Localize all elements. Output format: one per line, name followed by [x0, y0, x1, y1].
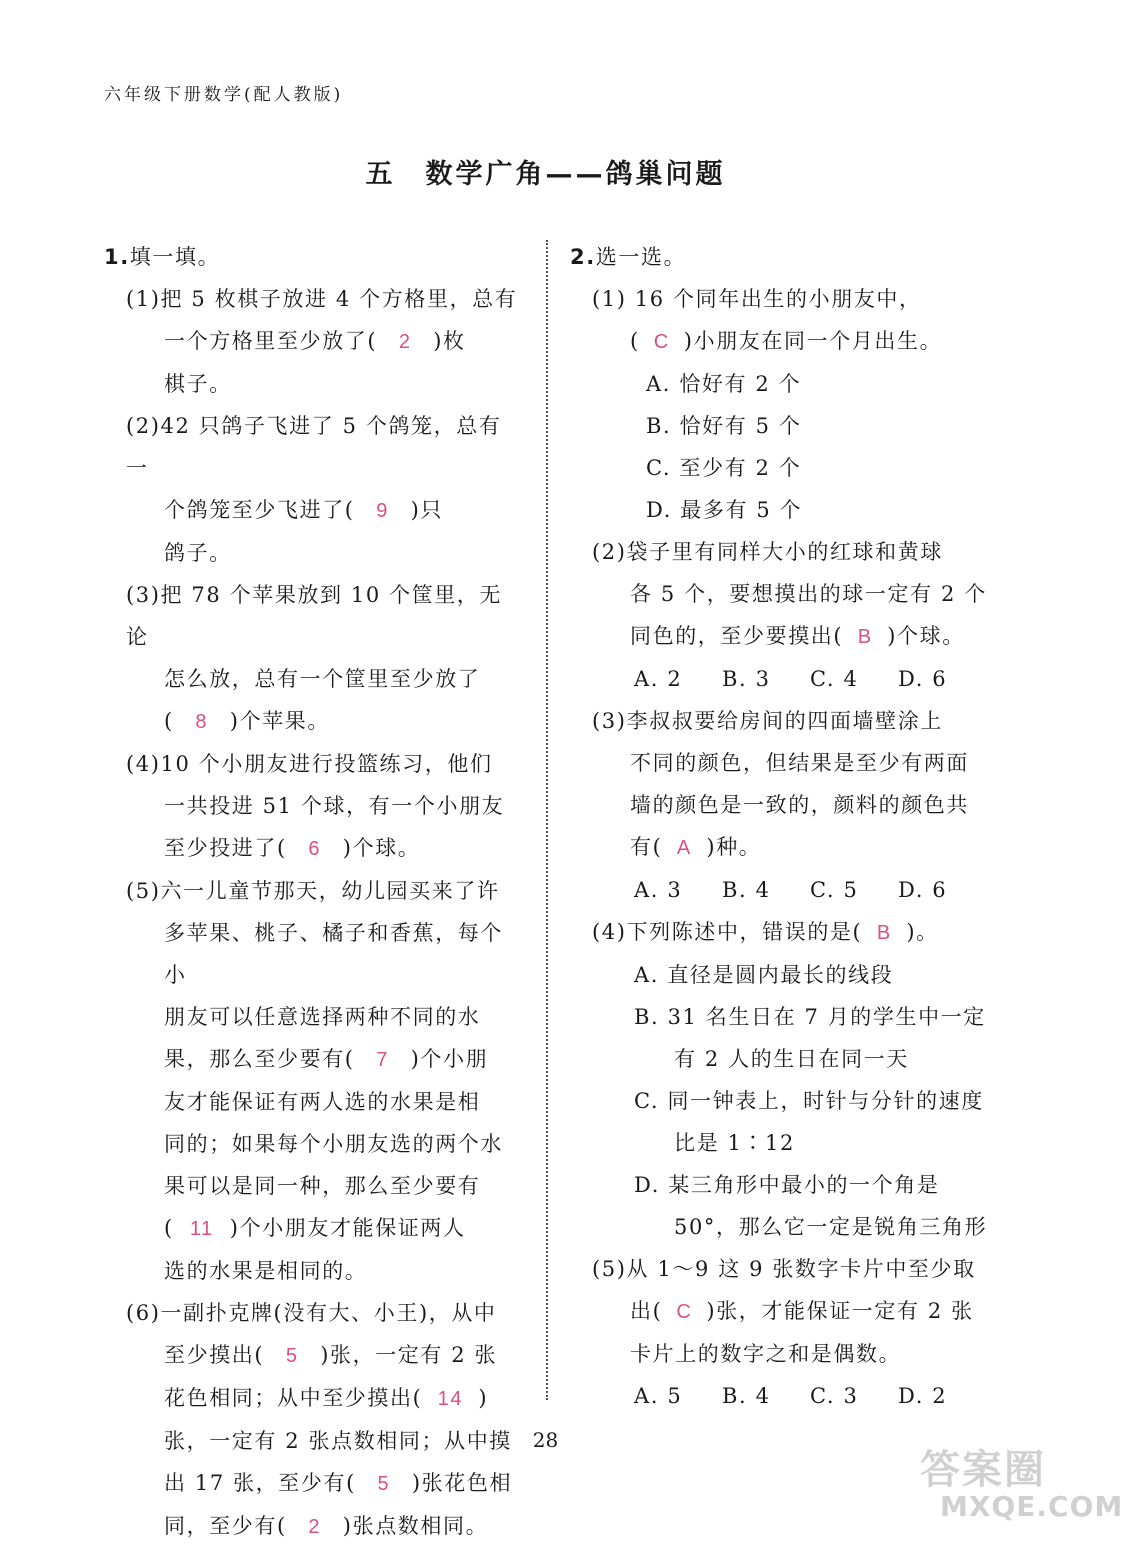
question-2-1	[570, 278, 995, 531]
question-1-3	[104, 574, 524, 743]
question-text: (1) 16 个同年出生的小朋友中，	[592, 287, 922, 311]
question-text: (2)袋子里有同样大小的红球和黄球	[592, 540, 943, 564]
question-line	[104, 700, 524, 743]
question-text: 有(	[630, 835, 663, 859]
question-text: (2)42 只鸽子飞进了 5 个鸽笼，总有一	[126, 414, 502, 480]
question-text: 至少投进了(	[164, 836, 287, 860]
option-c: C. 同一钟表上，时针与分针的速度	[634, 1089, 984, 1113]
question-line	[104, 1207, 524, 1250]
question-1-4	[104, 743, 524, 870]
option-c: C. 至少有 2 个	[646, 456, 802, 480]
question-text: 怎么放，总有一个筐里至少放了	[164, 667, 481, 691]
question-text: )个苹果。	[229, 709, 330, 733]
question-line	[570, 826, 995, 869]
question-line	[104, 1505, 524, 1548]
section-2-heading	[570, 236, 995, 278]
option-d: D. 6	[898, 878, 948, 902]
question-2-2	[570, 531, 995, 700]
page-number: 28	[532, 1428, 559, 1452]
question-2-3	[570, 700, 995, 911]
option-d: D. 某三角形中最小的一个角是	[634, 1173, 940, 1197]
watermark-url: MXQE.COM	[940, 1490, 1123, 1523]
options-row	[570, 658, 995, 700]
question-text: )个球。	[887, 624, 965, 648]
question-line	[104, 1462, 524, 1505]
answer-blank[interactable]: 2	[308, 1516, 322, 1538]
question-text: 卡片上的数字之和是偶数。	[630, 1342, 902, 1366]
question-text: 鸽子。	[164, 541, 232, 565]
question-text: (6)一副扑克牌(没有大、小王)，从中	[126, 1301, 497, 1325]
question-text: (	[630, 329, 640, 353]
question-text: 果，那么至少要有(	[164, 1047, 355, 1071]
question-text: 不同的颜色，但结果是至少有两面	[630, 751, 969, 775]
option-a: A. 2	[634, 667, 683, 691]
question-line	[104, 320, 524, 363]
answer-blank[interactable]: 11	[189, 1218, 214, 1240]
option-c-cont: 比是 1∶12	[674, 1131, 795, 1155]
answer-blank[interactable]: A	[676, 837, 692, 859]
question-text: (	[164, 709, 174, 733]
question-text: 花色相同；从中至少摸出(	[164, 1386, 423, 1410]
question-text: (	[164, 1216, 174, 1240]
question-text: 多苹果、桃子、橘子和香蕉，每个小	[164, 921, 503, 987]
question-text: 选的水果是相同的。	[164, 1259, 368, 1283]
question-text: )张，一定有 2 张	[320, 1343, 498, 1367]
question-text: 各 5 个，要想摸出的球一定有 2 个	[630, 582, 987, 606]
question-text: )。	[906, 920, 939, 944]
question-text: 至少摸出(	[164, 1343, 265, 1367]
question-2-5	[570, 1248, 995, 1417]
question-text: (5)六一儿童节那天，幼儿园买来了许	[126, 879, 500, 903]
question-text: )只	[410, 498, 443, 522]
answer-blank[interactable]: 6	[308, 838, 322, 860]
option-b: B. 恰好有 5 个	[646, 414, 802, 438]
question-text: 一个方格里至少放了(	[164, 329, 378, 353]
question-line	[104, 1377, 524, 1420]
question-text: 个鸽笼至少飞进了(	[164, 498, 355, 522]
question-text: )	[478, 1386, 489, 1410]
column-divider	[546, 240, 548, 1400]
question-text: 出(	[630, 1299, 663, 1323]
question-text: 友才能保证有两人选的水果是相	[164, 1090, 481, 1114]
question-text: 朋友可以任意选择两种不同的水	[164, 1005, 481, 1029]
answer-blank[interactable]: C	[676, 1301, 693, 1323]
question-1-5	[104, 870, 524, 1292]
option-c: C. 4	[810, 667, 859, 691]
question-text: )个小朋友才能保证两人	[229, 1216, 466, 1240]
question-text: 一共投进 51 个球，有一个小朋友	[164, 794, 505, 818]
answer-blank[interactable]: B	[857, 626, 873, 648]
question-1-1	[104, 278, 524, 405]
page-header: 六年级下册数学(配人教版)	[104, 85, 344, 105]
question-text: (5)从 1～9 这 9 张数字卡片中至少取	[592, 1257, 976, 1281]
question-text: )张花色相	[411, 1471, 513, 1495]
question-text: )个小朋	[410, 1047, 489, 1071]
option-b-cont: 有 2 人的生日在同一天	[674, 1047, 909, 1071]
answer-blank[interactable]: 5	[285, 1345, 299, 1367]
answer-blank[interactable]: 14	[437, 1388, 464, 1410]
question-1-6	[104, 1292, 524, 1548]
section-2-title: 选一选。	[595, 245, 687, 269]
question-text: 张，一定有 2 张点数相同；从中摸	[164, 1429, 512, 1453]
section-2-number: 2.	[570, 245, 596, 269]
answer-blank[interactable]: 9	[376, 500, 389, 522]
answer-blank[interactable]: C	[653, 331, 670, 353]
question-2-4	[570, 911, 995, 1248]
question-line	[104, 1038, 524, 1081]
answer-blank[interactable]: B	[876, 922, 892, 944]
options-row	[570, 1375, 995, 1417]
question-text: )张点数相同。	[342, 1514, 489, 1538]
question-text: )张，才能保证一定有 2 张	[706, 1299, 974, 1323]
option-d: D. 最多有 5 个	[646, 498, 803, 522]
option-a: A. 恰好有 2 个	[646, 372, 802, 396]
question-text: )枚	[433, 329, 466, 353]
question-line	[570, 615, 995, 658]
question-text: (3)把 78 个苹果放到 10 个筐里，无论	[126, 583, 503, 649]
option-c: C. 3	[810, 1384, 859, 1408]
question-text: 果可以是同一种，那么至少要有	[164, 1174, 481, 1198]
option-b: B. 4	[722, 878, 771, 902]
answer-blank[interactable]: 8	[195, 711, 209, 733]
answer-blank[interactable]: 5	[377, 1473, 391, 1495]
question-text: (3)李叔叔要给房间的四面墙壁涂上	[592, 709, 943, 733]
watermark-text: 答案圈	[920, 1447, 1046, 1493]
question-text: )个球。	[342, 836, 421, 860]
question-text: )种。	[706, 835, 762, 859]
question-line	[104, 827, 524, 870]
question-line	[570, 1290, 995, 1333]
question-text: (4)下列陈述中，错误的是(	[592, 920, 863, 944]
option-a: A. 3	[634, 878, 683, 902]
option-b: B. 3	[722, 667, 771, 691]
section-1-number: 1.	[104, 245, 130, 269]
section-fill-in	[104, 236, 524, 1548]
option-a: A. 5	[634, 1384, 683, 1408]
question-text: 同，至少有(	[164, 1514, 287, 1538]
option-a: A. 直径是圆内最长的线段	[634, 963, 894, 987]
option-d-cont: 50°，那么它一定是锐角三角形	[674, 1215, 988, 1239]
question-text: 墙的颜色是一致的，颜料的颜色共	[630, 793, 969, 817]
question-text: 同色的，至少要摸出(	[630, 624, 844, 648]
question-text: (4)10 个小朋友进行投篮练习，他们	[126, 752, 493, 776]
option-b: B. 4	[722, 1384, 771, 1408]
question-text: )小朋友在同一个月出生。	[683, 329, 943, 353]
question-line	[104, 1334, 524, 1377]
option-c: C. 5	[810, 878, 859, 902]
options-row	[570, 869, 995, 911]
question-text: 棋子。	[164, 372, 232, 396]
section-1-title: 填一填。	[129, 245, 221, 269]
answer-blank[interactable]: 7	[376, 1049, 389, 1071]
question-text: 同的；如果每个小朋友选的两个水	[164, 1132, 503, 1156]
option-b: B. 31 名生日在 7 月的学生中一定	[634, 1005, 986, 1029]
question-line	[570, 320, 995, 363]
watermark-logo	[920, 1447, 1123, 1528]
question-text: (1)把 5 枚棋子放进 4 个方格里，总有	[126, 287, 518, 311]
section-multiple-choice	[570, 236, 995, 1417]
question-line	[570, 911, 995, 954]
question-line	[104, 489, 524, 532]
option-d: D. 6	[898, 667, 948, 691]
section-1-heading	[104, 236, 524, 278]
page-title: 五 数学广角——鸽巢问题	[365, 159, 726, 190]
question-text: 出 17 张，至少有(	[164, 1471, 356, 1495]
question-1-2	[104, 405, 524, 574]
option-d: D. 2	[898, 1384, 948, 1408]
answer-blank[interactable]: 2	[398, 331, 412, 353]
